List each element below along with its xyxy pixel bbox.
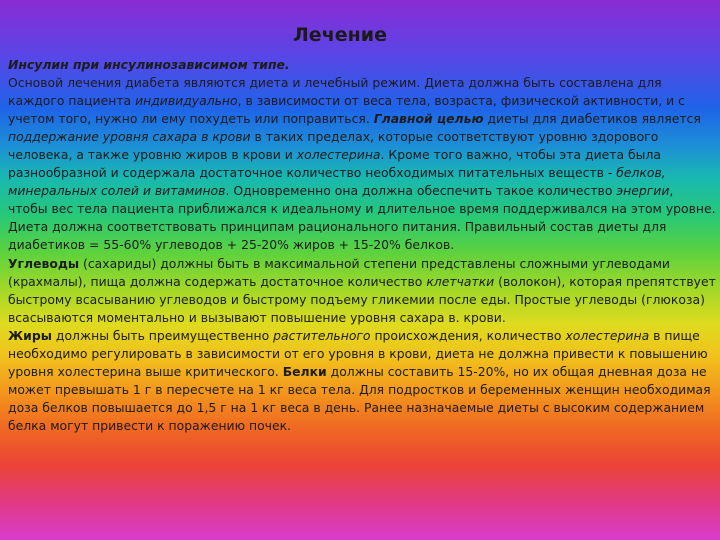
diet-emph-individually: индивидуально: [135, 93, 238, 109]
diet-emph-cholesterol: холестерина: [296, 147, 381, 163]
slide-title: [0, 24, 720, 46]
fats-text-1: должны быть преимущественно: [51, 327, 274, 343]
diet-emph-main-goal: Главной целью: [373, 111, 484, 127]
subtitle-text: Инсулин при инсулинозависимом типе.: [8, 57, 290, 72]
diet-emph-sugar: поддержание уровня сахара в крови: [8, 129, 251, 145]
slide-title-text: Лечение: [293, 24, 387, 46]
paragraph-carbohydrates: [8, 255, 716, 327]
fats-text-3: в пище необходимо регулировать в зависимости от его уровня в крови, диета не должна привести к повышению уровня холестерина выше критического.: [8, 327, 708, 379]
diet-text-3: диеты для диабетиков является: [483, 111, 701, 127]
fats-emph-cholesterol: холестерина: [565, 327, 650, 343]
proteins-text: должны составить 15-20%, но их общая дневная доза не может превышать 1 г в пересчете на 1 кг веса тела. Для подростков и беременных женщин необходимая доза белков повышается до 1,5 г на 1 кг веса в день. Ранее назначаемые диеты с высоким содержанием белка могут привести к поражению почек.: [8, 363, 711, 433]
slide-body: [8, 56, 716, 435]
diet-emph-nutrients: белков, минеральных солей и витаминов: [8, 165, 666, 199]
fats-text-2: происхождения, количество: [370, 327, 566, 343]
diet-text-4: в таких пределах, которые соответствуют уровню здорового человека, а также уровню жиров в крови и: [8, 129, 659, 163]
carbs-emph-fiber: клетчатки: [426, 273, 495, 289]
subtitle: [8, 56, 716, 74]
paragraph-fats-proteins: [8, 327, 716, 435]
diet-text-1: Основой лечения диабета являются диета и лечебный режим. Диета должна быть составлена для каждого пациента: [8, 75, 662, 109]
diet-text-5: . Кроме того важно, чтобы эта диета была разнообразной и содержала достаточное количество необходимых питательных веществ -: [8, 147, 661, 181]
diet-text-6: . Одновременно она должна обеспечить такое количество: [225, 183, 617, 199]
carbs-text-2: (волокон), которая препятствует быстрому всасыванию углеводов и быстрому подъему гликемии после еды. Простые углеводы (глюкоза) всасываются моментально и вызывают повышение уровня сахара в. крови.: [8, 273, 716, 325]
diet-text-2: , в зависимости от веса тела, возраста, физической активности, и с учетом того, нужно ли ему похудеть или поправиться.: [8, 93, 685, 127]
diet-emph-energy: энергии: [616, 183, 670, 199]
fats-heading: Жиры: [8, 327, 52, 343]
diet-text-7: , чтобы вес тела пациента приближался к идеальному и длительное время поддерживался на этом уровне. Диета должна соответствовать принципам рационального питания. Правильный состав диеты для диабетиков = 55-60% углеводов + 25-20% жиров + 15-20% белков.: [8, 183, 716, 253]
carbs-text-1: (сахариды) должны быть в максимальной степени представлены сложными углеводами (крахмалы), пища должна содержать достаточное количество: [8, 255, 670, 289]
paragraph-diet: [8, 74, 716, 254]
carbs-heading: Углеводы: [8, 255, 80, 271]
fats-emph-plant: растительного: [273, 327, 371, 343]
proteins-heading: Белки: [282, 363, 327, 379]
